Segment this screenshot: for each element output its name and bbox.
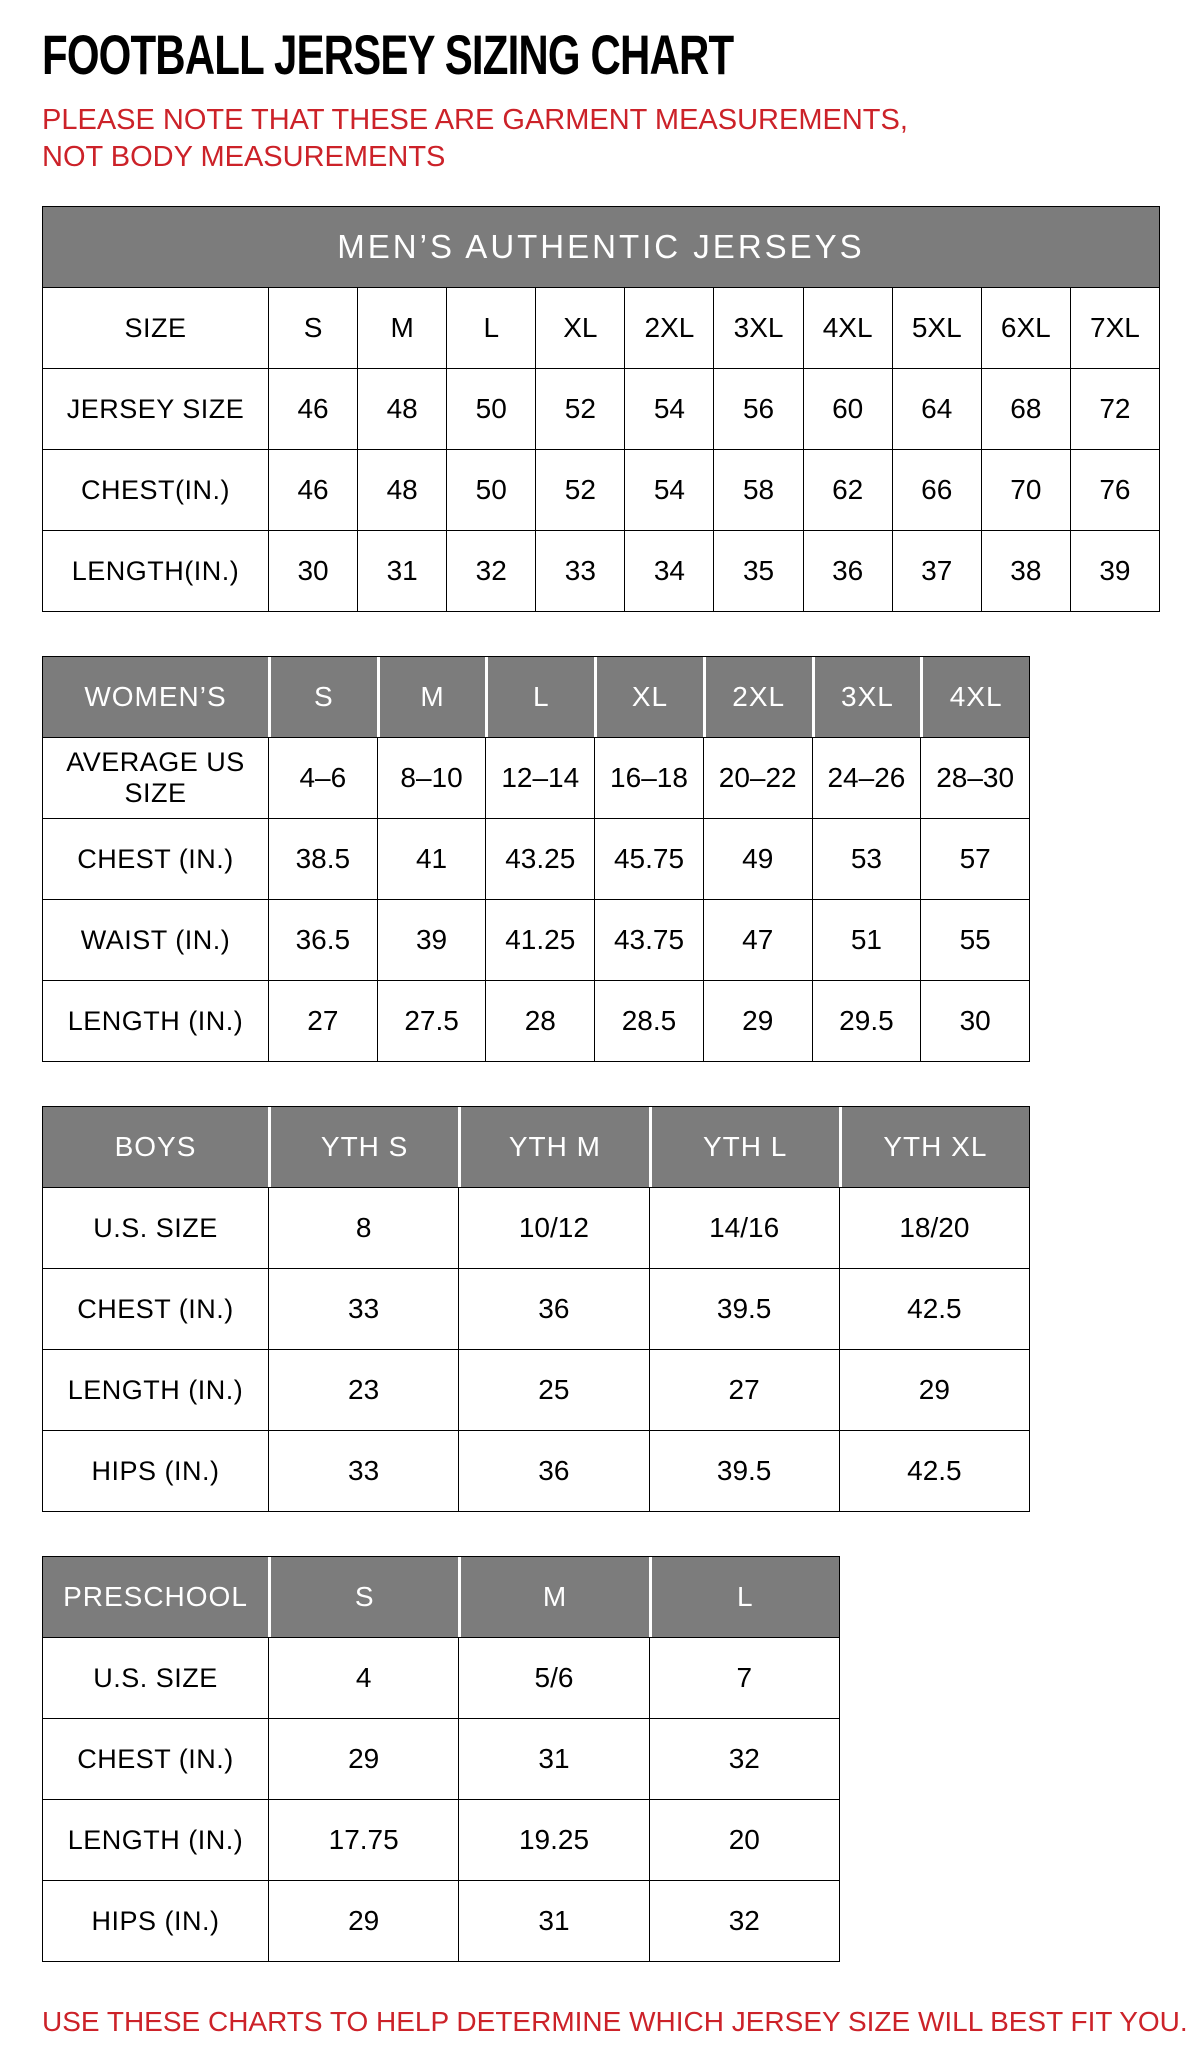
boys-value-cell: 29	[839, 1350, 1029, 1430]
womens-column-header: 3XL	[812, 657, 921, 737]
womens-value-cell: 12–14	[485, 738, 594, 818]
mens-value-cell: 32	[446, 531, 535, 611]
mens-value-cell: 54	[624, 450, 713, 530]
preschool-value-cell: 7	[649, 1638, 839, 1718]
womens-value-cell: 57	[920, 819, 1029, 899]
mens-value-cell: 34	[624, 531, 713, 611]
boys-value-cell: 27	[649, 1350, 839, 1430]
boys-column-header: YTH XL	[839, 1107, 1029, 1187]
mens-value-cell: 64	[892, 369, 981, 449]
womens-row-label: AVERAGE US SIZE	[66, 747, 245, 809]
womens-header-label: WOMEN’S	[43, 657, 268, 737]
boys-value-cell: 42.5	[839, 1431, 1029, 1511]
mens-value-cell: 76	[1070, 450, 1159, 530]
womens-value-cell: 41	[377, 819, 486, 899]
womens-row-label: CHEST (IN.)	[77, 843, 234, 874]
womens-row-3	[43, 981, 1029, 1061]
womens-row-1	[43, 819, 1029, 900]
mens-value-cell: S	[268, 288, 357, 368]
boys-row-0	[43, 1188, 1029, 1269]
boys-row-1	[43, 1269, 1029, 1350]
mens-value-cell: 33	[535, 531, 624, 611]
boys-value-cell: 33	[268, 1269, 458, 1349]
boys-value-cell: 36	[458, 1269, 648, 1349]
mens-value-cell: M	[357, 288, 446, 368]
preschool-value-cell: 19.25	[458, 1800, 648, 1880]
mens-value-cell: 39	[1070, 531, 1159, 611]
mens-value-cell: 7XL	[1070, 288, 1159, 368]
boys-row-label: HIPS (IN.)	[91, 1455, 220, 1486]
womens-value-cell: 55	[920, 900, 1029, 980]
womens-value-cell: 39	[377, 900, 486, 980]
mens-value-cell: 31	[357, 531, 446, 611]
mens-row-label: CHEST(IN.)	[81, 474, 230, 505]
womens-value-cell: 27	[268, 981, 377, 1061]
boys-value-cell: 36	[458, 1431, 648, 1511]
page-title: FOOTBALL JERSEY SIZING CHART	[42, 23, 734, 87]
womens-row-label: WAIST (IN.)	[80, 924, 231, 955]
mens-value-cell: 38	[981, 531, 1070, 611]
boys-value-cell: 39.5	[649, 1431, 839, 1511]
boys-value-cell: 14/16	[649, 1188, 839, 1268]
mens-value-cell: 66	[892, 450, 981, 530]
preschool-value-cell: 32	[649, 1881, 839, 1961]
mens-value-cell: 35	[713, 531, 802, 611]
womens-header-row	[43, 657, 1029, 738]
womens-value-cell: 41.25	[485, 900, 594, 980]
preschool-row-2	[43, 1800, 839, 1881]
mens-row-0	[43, 288, 1159, 369]
mens-value-cell: 46	[268, 369, 357, 449]
boys-value-cell: 25	[458, 1350, 648, 1430]
boys-value-cell: 18/20	[839, 1188, 1029, 1268]
womens-value-cell: 24–26	[812, 738, 921, 818]
womens-value-cell: 43.75	[594, 900, 703, 980]
womens-value-cell: 45.75	[594, 819, 703, 899]
womens-value-cell: 36.5	[268, 900, 377, 980]
mens-value-cell: 30	[268, 531, 357, 611]
boys-value-cell: 42.5	[839, 1269, 1029, 1349]
womens-value-cell: 28.5	[594, 981, 703, 1061]
mens-value-cell: 70	[981, 450, 1070, 530]
boys-header-label: BOYS	[43, 1107, 268, 1187]
womens-column-header: M	[377, 657, 486, 737]
preschool-row-0	[43, 1638, 839, 1719]
boys-column-header: YTH M	[458, 1107, 648, 1187]
preschool-value-cell: 29	[268, 1881, 458, 1961]
womens-value-cell: 8–10	[377, 738, 486, 818]
mens-row-2	[43, 450, 1159, 531]
mens-value-cell: 62	[803, 450, 892, 530]
womens-value-cell: 49	[703, 819, 812, 899]
boys-column-header: YTH S	[268, 1107, 458, 1187]
mens-value-cell: 68	[981, 369, 1070, 449]
preschool-column-header: L	[649, 1557, 839, 1637]
preschool-value-cell: 29	[268, 1719, 458, 1799]
mens-value-cell: 48	[357, 369, 446, 449]
preschool-row-1	[43, 1719, 839, 1800]
preschool-row-label: U.S. SIZE	[93, 1662, 218, 1693]
preschool-row-label: LENGTH (IN.)	[67, 1824, 244, 1855]
preschool-sizing-table	[42, 1556, 840, 1962]
boys-row-3	[43, 1431, 1029, 1511]
tables-container	[42, 206, 1160, 1962]
womens-value-cell: 16–18	[594, 738, 703, 818]
mens-value-cell: 3XL	[713, 288, 802, 368]
womens-value-cell: 29	[703, 981, 812, 1061]
mens-value-cell: 52	[535, 369, 624, 449]
mens-value-cell: 6XL	[981, 288, 1070, 368]
preschool-value-cell: 32	[649, 1719, 839, 1799]
womens-value-cell: 30	[920, 981, 1029, 1061]
womens-value-cell: 27.5	[377, 981, 486, 1061]
mens-row-3	[43, 531, 1159, 611]
mens-value-cell: 54	[624, 369, 713, 449]
preschool-header-label: PRESCHOOL	[43, 1557, 268, 1637]
mens-value-cell: 56	[713, 369, 802, 449]
womens-value-cell: 38.5	[268, 819, 377, 899]
preschool-column-header: S	[268, 1557, 458, 1637]
womens-value-cell: 29.5	[812, 981, 921, 1061]
boys-row-2	[43, 1350, 1029, 1431]
preschool-value-cell: 31	[458, 1719, 648, 1799]
mens-row-label: JERSEY SIZE	[66, 393, 245, 424]
womens-column-header: 2XL	[703, 657, 812, 737]
boys-value-cell: 39.5	[649, 1269, 839, 1349]
mens-value-cell: 52	[535, 450, 624, 530]
womens-value-cell: 20–22	[703, 738, 812, 818]
preschool-value-cell: 17.75	[268, 1800, 458, 1880]
mens-value-cell: 2XL	[624, 288, 713, 368]
boys-value-cell: 23	[268, 1350, 458, 1430]
mens-value-cell: 72	[1070, 369, 1159, 449]
garment-measurements-note: PLEASE NOTE THAT THESE ARE GARMENT MEASUREMENTS, NOT BODY MEASUREMENTS	[42, 104, 908, 174]
womens-column-header: L	[485, 657, 594, 737]
boys-sizing-table	[42, 1106, 1030, 1512]
footer-note: USE THESE CHARTS TO HELP DETERMINE WHICH JERSEY SIZE WILL BEST FIT YOU.	[42, 2006, 1188, 2038]
mens-table-title: MEN’S AUTHENTIC JERSEYS	[43, 207, 1159, 288]
boys-value-cell: 10/12	[458, 1188, 648, 1268]
womens-value-cell: 4–6	[268, 738, 377, 818]
womens-row-0	[43, 738, 1029, 819]
womens-column-header: S	[268, 657, 377, 737]
preschool-column-header: M	[458, 1557, 648, 1637]
boys-row-label: CHEST (IN.)	[77, 1293, 234, 1324]
mens-sizing-table	[42, 206, 1160, 612]
womens-value-cell: 51	[812, 900, 921, 980]
mens-value-cell: 36	[803, 531, 892, 611]
mens-value-cell: 5XL	[892, 288, 981, 368]
mens-value-cell: 46	[268, 450, 357, 530]
preschool-value-cell: 31	[458, 1881, 648, 1961]
boys-header-row	[43, 1107, 1029, 1188]
mens-row-1	[43, 369, 1159, 450]
womens-value-cell: 28–30	[920, 738, 1029, 818]
mens-value-cell: 50	[446, 450, 535, 530]
mens-row-label: SIZE	[124, 312, 187, 343]
preschool-row-label: CHEST (IN.)	[77, 1743, 234, 1774]
preschool-header-row	[43, 1557, 839, 1638]
preschool-value-cell: 20	[649, 1800, 839, 1880]
mens-value-cell: 37	[892, 531, 981, 611]
boys-row-label: U.S. SIZE	[93, 1212, 218, 1243]
mens-value-cell: 60	[803, 369, 892, 449]
preschool-row-3	[43, 1881, 839, 1961]
mens-row-label: LENGTH(IN.)	[71, 555, 240, 586]
boys-column-header: YTH L	[649, 1107, 839, 1187]
mens-value-cell: XL	[535, 288, 624, 368]
womens-value-cell: 47	[703, 900, 812, 980]
boys-row-label: LENGTH (IN.)	[67, 1374, 244, 1405]
womens-sizing-table	[42, 656, 1030, 1062]
mens-value-cell: 50	[446, 369, 535, 449]
womens-value-cell: 53	[812, 819, 921, 899]
preschool-value-cell: 5/6	[458, 1638, 648, 1718]
preschool-value-cell: 4	[268, 1638, 458, 1718]
womens-value-cell: 43.25	[485, 819, 594, 899]
boys-value-cell: 8	[268, 1188, 458, 1268]
womens-value-cell: 28	[485, 981, 594, 1061]
womens-row-label: LENGTH (IN.)	[67, 1005, 244, 1036]
womens-column-header: XL	[594, 657, 703, 737]
boys-value-cell: 33	[268, 1431, 458, 1511]
mens-value-cell: 48	[357, 450, 446, 530]
mens-value-cell: 58	[713, 450, 802, 530]
mens-value-cell: L	[446, 288, 535, 368]
womens-column-header: 4XL	[920, 657, 1029, 737]
womens-row-2	[43, 900, 1029, 981]
mens-value-cell: 4XL	[803, 288, 892, 368]
preschool-row-label: HIPS (IN.)	[91, 1905, 220, 1936]
